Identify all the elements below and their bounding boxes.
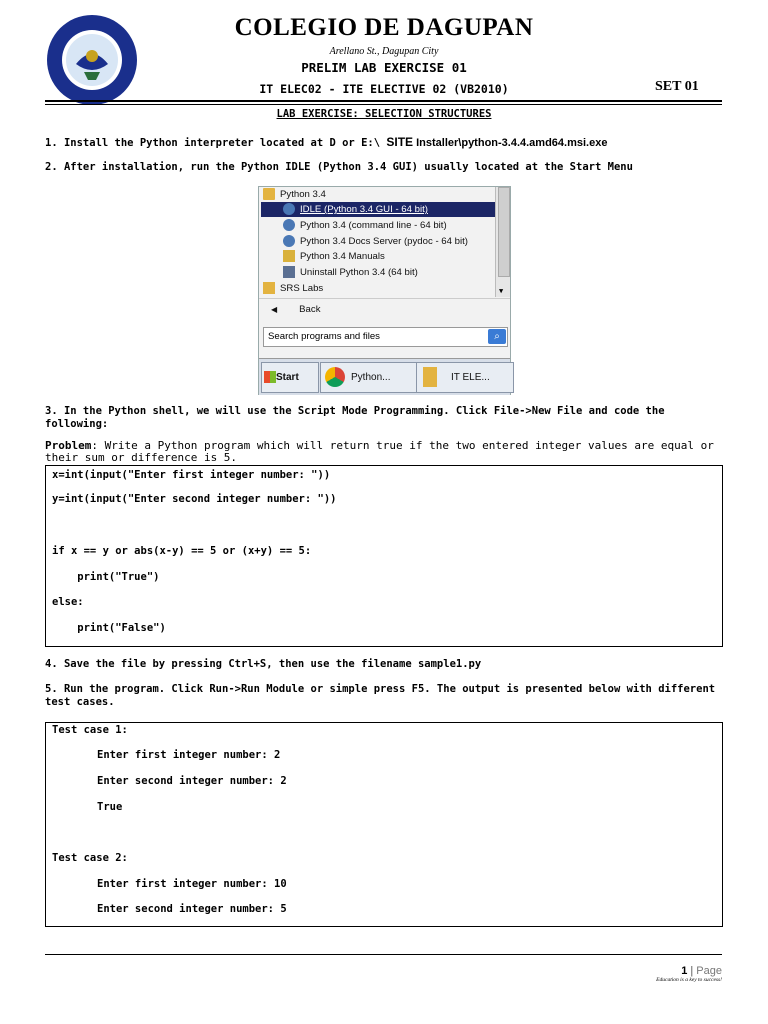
school-name: COLEGIO DE DAGUPAN xyxy=(234,14,534,41)
step-4: 4. Save the file by pressing Ctrl+S, then use the filename sample1.py xyxy=(45,658,482,670)
output-box xyxy=(45,722,723,927)
code-line: x=int(input("Enter first integer number: ")) xyxy=(52,469,331,481)
menu-folder-srs[interactable]: SRS Labs xyxy=(263,281,323,296)
footer-motto: Education is a key to success! xyxy=(656,977,722,983)
taskbar-python-button[interactable]: Python... xyxy=(320,362,417,393)
python-icon xyxy=(283,235,295,247)
school-address: Arellano St., Dagupan City xyxy=(329,46,439,57)
output-line: Enter first integer number: 10 xyxy=(97,878,287,890)
menu-item-uninstall[interactable]: Uninstall Python 3.4 (64 bit) xyxy=(283,265,418,280)
windows-logo-icon xyxy=(264,371,276,383)
menu-back[interactable]: ◀ Back xyxy=(271,304,321,315)
code-line: print("True") xyxy=(52,571,160,583)
search-icon[interactable]: ⌕ xyxy=(488,329,506,344)
header-rule-thin xyxy=(45,104,722,105)
exam-title: PRELIM LAB EXERCISE 01 xyxy=(301,60,467,75)
step-3: 3. In the Python shell, we will use the Script Mode Programming. Click File->New File and code the following: xyxy=(45,405,665,430)
header-rule xyxy=(45,100,722,102)
uninstall-icon xyxy=(283,266,295,278)
course-title: IT ELEC02 - ITE ELECTIVE 02 (VB2010) xyxy=(259,82,509,96)
output-line: True xyxy=(97,801,123,813)
output-line: Enter first integer number: 2 xyxy=(97,749,281,761)
start-menu-screenshot xyxy=(258,186,511,395)
menu-item-pydoc[interactable]: Python 3.4 Docs Server (pydoc - 64 bit) xyxy=(283,234,468,249)
test-case-label: Test case 1: xyxy=(52,724,128,736)
code-line: print("False") xyxy=(52,622,166,634)
footer-rule xyxy=(45,954,722,955)
code-line: if x == y or abs(x-y) == 5 or (x+y) == 5: xyxy=(52,545,312,557)
menu-item-python-cli[interactable]: Python 3.4 (command line - 64 bit) xyxy=(283,218,447,233)
code-line: y=int(input("Enter second integer number: ")) xyxy=(52,493,337,505)
back-arrow-icon: ◀ xyxy=(271,305,278,314)
help-icon xyxy=(283,250,295,262)
code-line: else: xyxy=(52,596,84,608)
output-line: Enter second integer number: 2 xyxy=(97,775,287,787)
school-logo xyxy=(46,14,138,106)
page-number: 1 | Page xyxy=(681,965,722,977)
search-input[interactable]: Search programs and files ⌕ xyxy=(263,327,508,347)
step-2: 2. After installation, run the Python IDLE (Python 3.4 GUI) usually located at the Start Menu xyxy=(45,161,633,173)
folder-icon xyxy=(423,367,437,387)
python-icon xyxy=(283,203,295,215)
set-label: SET 01 xyxy=(655,79,699,94)
menu-scrollbar[interactable] xyxy=(495,187,510,297)
taskbar xyxy=(259,358,510,395)
scroll-down-icon[interactable]: ▼ xyxy=(499,287,504,295)
menu-item-manuals[interactable]: Python 3.4 Manuals xyxy=(283,249,385,264)
taskbar-it-button[interactable]: IT ELE... xyxy=(416,362,514,393)
lab-title: LAB EXERCISE: SELECTION STRUCTURES xyxy=(276,108,492,120)
output-line: Enter second integer number: 5 xyxy=(97,903,287,915)
menu-folder-python[interactable]: Python 3.4 xyxy=(263,187,326,202)
scroll-thumb[interactable] xyxy=(498,187,510,277)
chrome-icon xyxy=(325,367,345,387)
folder-icon xyxy=(263,188,275,200)
test-case-label: Test case 2: xyxy=(52,852,128,864)
folder-icon xyxy=(263,282,275,294)
menu-item-idle[interactable]: IDLE (Python 3.4 GUI - 64 bit) xyxy=(261,202,495,217)
python-icon xyxy=(283,219,295,231)
problem-statement: Problem: Write a Python program which will return true if the two entered integer values are equal or their sum or difference is 5. xyxy=(45,439,714,464)
step-1: 1. Install the Python interpreter located at D or E:\ SITE Installer\python-3.4.4.amd64.msi.exe xyxy=(45,135,608,149)
step-5: 5. Run the program. Click Run->Run Module or simple press F5. The output is presented below with different test cases. xyxy=(45,683,716,708)
code-box xyxy=(45,465,723,647)
start-button[interactable]: Start xyxy=(261,362,319,393)
